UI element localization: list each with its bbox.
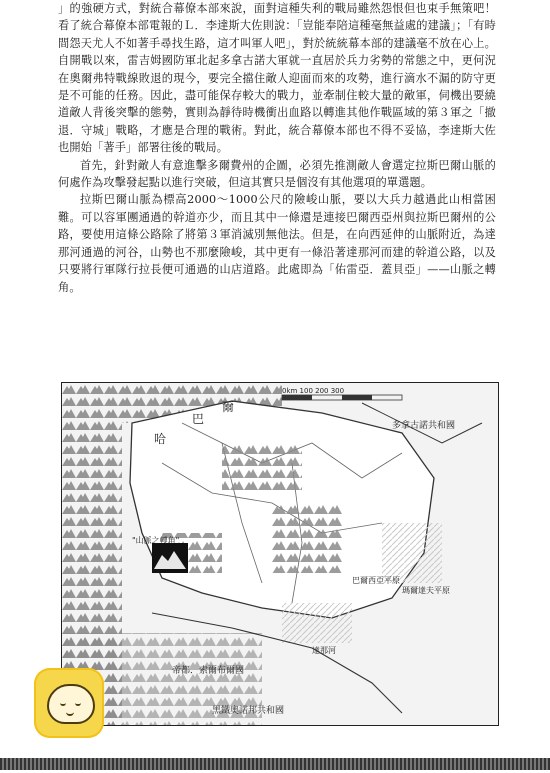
watermark-logo: [34, 668, 104, 738]
paragraph-3: 拉斯巴爾山脈為標高2000～1000公尺的險峻山脈，要以大兵力越過此山相當困難。可以容軍團通過的幹道亦少，而且其中一條還是連接巴爾西亞州與拉斯巴爾州的公路，要使用這條公路除了將第３軍消滅別無他法。但是，在向西延伸的山脈附近，為達那河通過的河谷，山勢也不那麼險峻，其中更有一條沿著達那河而建的幹道公路，以及只要將行軍隊行拉長便可通過的山店道路。此處即為「佑雷亞．蓋貝亞」——山脈之轉角。: [58, 193, 496, 294]
map-label-dona: 多拿古諾共和國: [392, 421, 456, 431]
map-label-ba: 巴: [192, 412, 205, 426]
paragraph-2: 首先，針對敵人有意進擊多爾費州的企圖，必須先推測敵人會選定拉斯巴爾山脈的何處作為攻擊發起點以進行突破，但這其實只是個沒有其他選項的單選題。: [58, 158, 496, 190]
bottom-divider: [0, 758, 550, 770]
region-map: [61, 382, 499, 726]
map-label-er: 爾: [222, 400, 235, 414]
map-label-bamei: 巴爾西亞平原: [352, 576, 400, 585]
map-label-corner: "山脈之轉角": [132, 536, 180, 545]
paragraph-1: 」的強硬方式，對統合幕僚本部來說，面對這種失利的戰局雖然怨恨但也束手無策吧！看了統合幕僚本部電報的Ｌ．李達斯大佐則說：「豈能奉陪這種毫無益處的建議」；「有時間怨天尤人不如著手尋找生路，這才叫軍人吧」，對於統統幕本部的建議毫不放在心上。自開戰以來，雷吉姆國防軍北起多拿古諾大軍就一直居於兵力劣勢的常態之中，更何況在奧爾弗特戰線敗退的現今，要完全擋住敵人迎面而來的攻勢，進行滴水不漏的防守更是不可能的任務。因此，盡可能保存較大的戰力，並牽制住較大量的敵軍，伺機出要繞道敵人背後突擊的態勢，實則為靜待時機衝出血路以轉進其他作戰區域的第３軍之「撤退．守城」戰略，才應是合理的戰術。對此，統合幕僚本部也不得不妥協，李達斯大佐也開始「著手」部署往後的戰局。: [58, 2, 496, 155]
map-label-ha: 哈: [154, 432, 167, 446]
map-label-maya: 瑪爾達夫平原: [402, 586, 450, 595]
map-figure: [62, 383, 498, 725]
bun-face-icon: [47, 684, 95, 724]
body-text: [58, 0, 496, 296]
map-label-di-ao: 帝都．索爾布爾國: [172, 666, 245, 676]
map-label-hei: 黑鐵奧諾邦共和國: [212, 706, 285, 716]
map-scale-label: 0km 100 200 300: [282, 387, 345, 395]
map-label-dana: 達那河: [312, 646, 336, 655]
